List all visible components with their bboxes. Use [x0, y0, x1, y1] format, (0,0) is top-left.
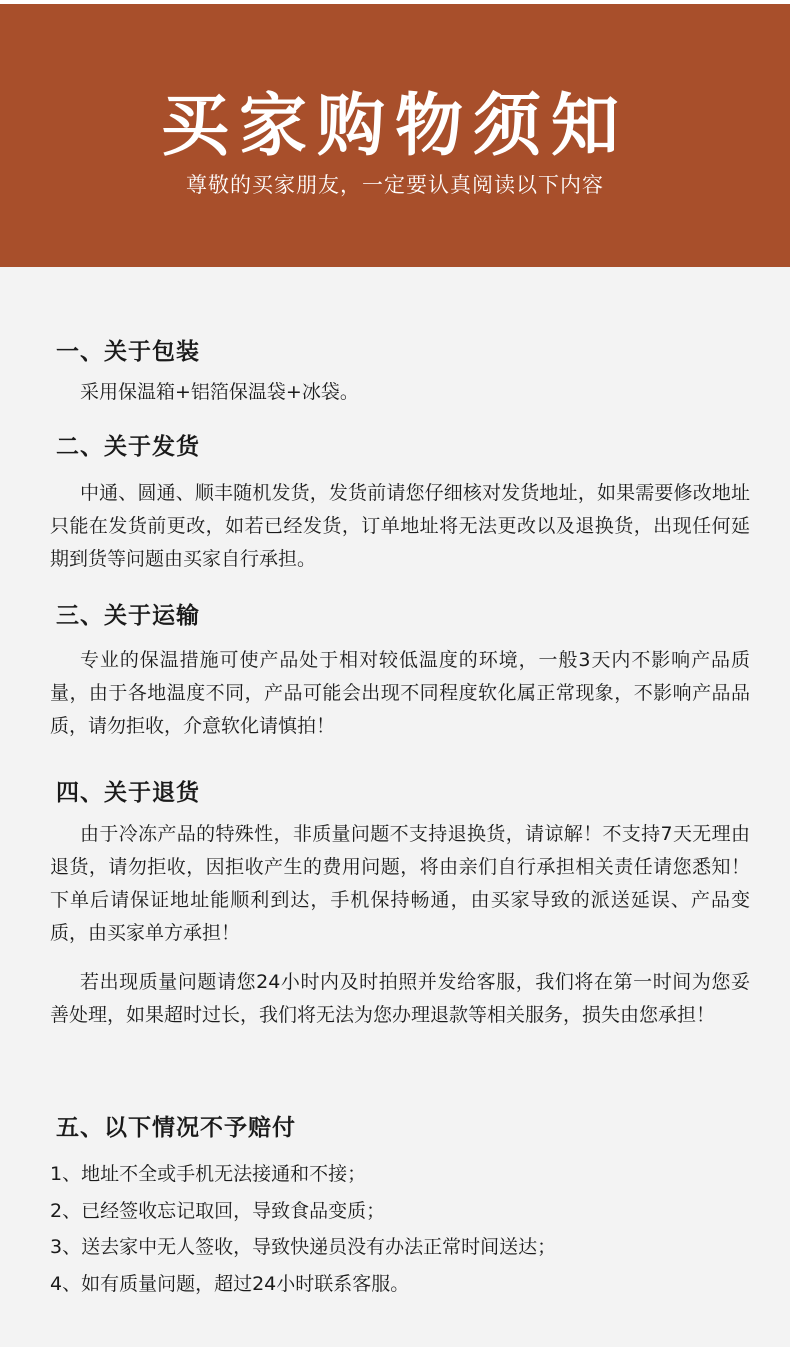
section-title-shipping: 二、关于发货	[56, 434, 200, 460]
header-banner	[0, 4, 790, 267]
list-item: 3、送去家中无人签收，导致快递员没有办法正常时间送达；	[50, 1236, 557, 1258]
section-title-packaging: 一、关于包装	[56, 339, 200, 365]
section-text-transport: 专业的保温措施可使产品处于相对较低温度的环境，一般3天内不影响产品质量，由于各地温度不同，产品可能会出现不同程度软化属正常现象，不影响产品品质，请勿拒收，介意软化请慎拍！	[50, 649, 750, 737]
section-text-returns-1: 由于冷冻产品的特殊性，非质量问题不支持退换货，请谅解！不支持7天无理由退货，请勿拒收，因拒收产生的费用问题，将由亲们自行承担相关责任请您悉知！下单后请保证地址能顺利到达，手机保持畅通，由买家导致的派送延误、产品变质，由买家单方承担！	[50, 823, 750, 944]
page-subtitle: 尊敬的买家朋友，一定要认真阅读以下内容	[186, 173, 604, 197]
section-title-returns: 四、关于退货	[56, 780, 200, 806]
section-title-no-compensation: 五、以下情况不予赔付	[56, 1115, 296, 1141]
section-text-returns-2: 若出现质量问题请您24小时内及时拍照并发给客服，我们将在第一时间为您妥善处理，如果超时过长，我们将无法为您办理退款等相关服务，损失由您承担！	[50, 971, 750, 1026]
section-text-packaging: 采用保温箱+铝箔保温袋+冰袋。	[80, 381, 359, 403]
list-item: 1、地址不全或手机无法接通和不接；	[50, 1163, 367, 1185]
list-item: 2、已经签收忘记取回，导致食品变质；	[50, 1199, 386, 1222]
section-text-shipping: 中通、圆通、顺丰随机发货，发货前请您仔细核对发货地址，如果需要修改地址只能在发货前更改，如若已经发货，订单地址将无法更改以及退换货，出现任何延期到货等问题由买家自行承担。	[50, 482, 750, 570]
section-title-transport: 三、关于运输	[56, 603, 200, 629]
list-item: 4、如有质量问题，超过24小时联系客服。	[50, 1272, 410, 1295]
no-compensation-list	[50, 1156, 556, 1302]
page-title: 买家购物须知	[160, 86, 629, 166]
